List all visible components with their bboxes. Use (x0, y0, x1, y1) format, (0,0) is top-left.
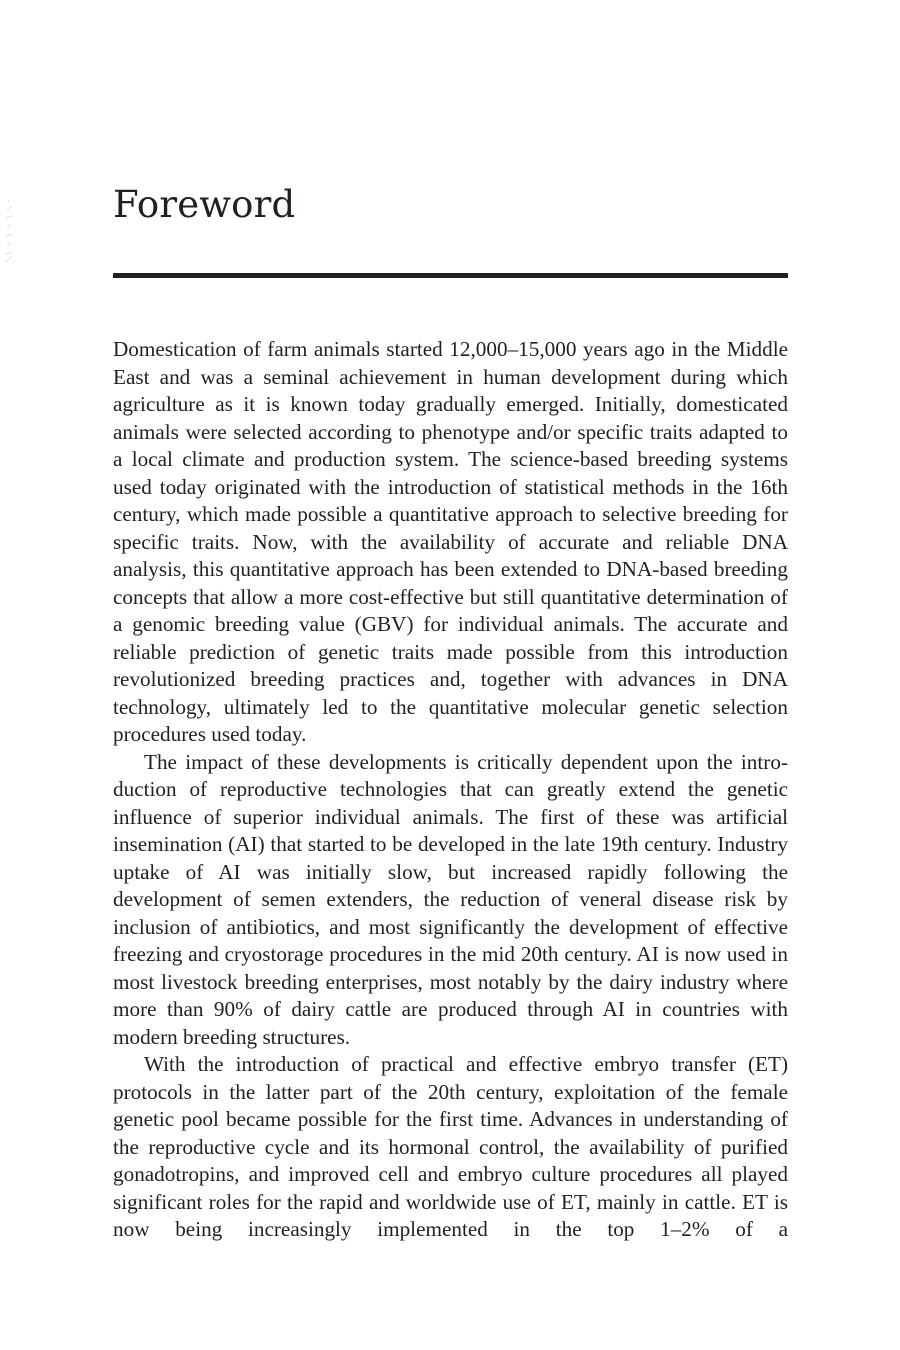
margin-watermark (2, 196, 16, 266)
chapter-title: Foreword (113, 183, 296, 226)
body-text (113, 336, 788, 1244)
paragraph-3: With the introduction of practical and effective embryo transfer (ET) protocols in the latter part of the 20th century, exploitation of the female genetic pool became possible for the first time. Advances in understanding of the reproductive cycle and its hormonal control, the availability of purified gonadotropins, and improved cell and embryo culture procedures all played significant roles for the rapid and worldwide use of ET, mainly in cattle. ET is now being increasingly implemented in the top 1–2% of a (113, 1052, 788, 1241)
title-divider (113, 273, 788, 278)
paragraph-1: Domestication of farm animals started 12,000–15,000 years ago in the Middle East and was a seminal achievement in human development during which agriculture as it is known today gradually emerged. Initially, domesticated animals were selected according to phenotype and/or specific traits adapted to a local climate and production system. The science-based breeding systems used today originated with the introduction of statistical methods in the 16th century, which made possible a quantitative approach to selective breeding for specific traits. Now, with the availability of accurate and reliable DNA analysis, this quantitative approach has been extended to DNA-based breeding concepts that allow a more cost-effective but still quantitative determination of a genomic breeding value (GBV) for individual animals. The accurate and reliable prediction of genetic traits made possible from this introduction revolutionized breeding practices and, together with advances in DNA technology, ultimately led to the quantitative molecular genetic selection procedures used today. (113, 337, 788, 746)
paragraph-2: The impact of these developments is critically dependent upon the introduction of reproductive technologies that can greatly extend the genetic influence of superior individual animals. The first of these was artificial insemination (AI) that started to be developed in the late 19th century. Industry uptake of AI was initially slow, but increased rapidly following the development of semen extenders, the reduction of veneral disease risk by inclusion of antibiotics, and most significantly the development of effective freezing and cryostorage procedures in the mid 20th century. AI is now used in most livestock breeding enterprises, most notably by the dairy industry where more than 90% of dairy cattle are produced through AI in countries with modern breeding structures. (113, 749, 788, 1049)
